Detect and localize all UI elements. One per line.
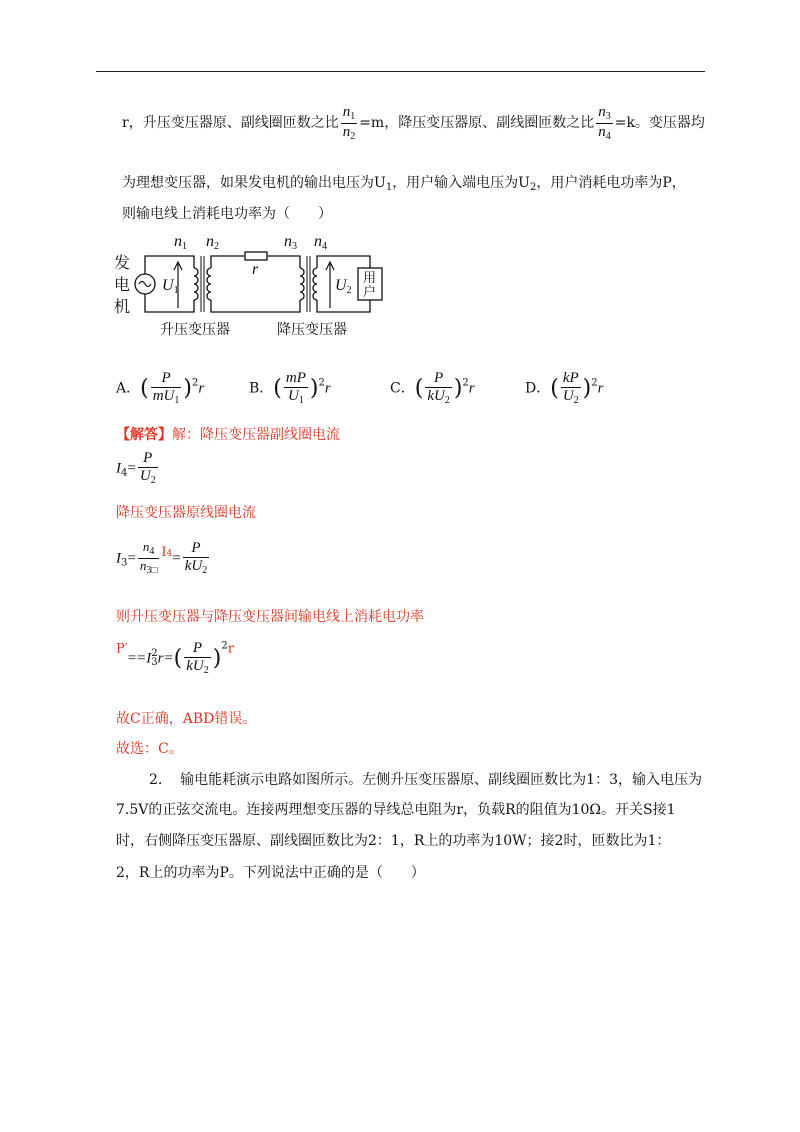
eq-i-symbol: =I [136, 650, 152, 667]
label-step-up: 升压变压器 [160, 322, 230, 338]
equation-p: P′==I 2 3 r=( $\frac{P}{kU_2}$ )$^2$r [116, 640, 234, 677]
option-c[interactable]: C．( $\frac{P}{kU_2}$ )$^2$r [390, 370, 475, 407]
wire [317, 256, 370, 268]
frac-num: P [191, 540, 201, 556]
sub: 2 [350, 130, 356, 142]
frac-den: kU [184, 558, 203, 575]
option-label: C． [390, 380, 415, 397]
option-tail: r [324, 380, 331, 397]
conclusion-text: 故C正确，ABD错误。 [116, 711, 257, 727]
sub: 2 [203, 665, 209, 677]
frac-num: P [143, 450, 153, 466]
q2-line3-text: 时，右侧降压变压器原、副线圈匝数比为2：1，R上的功率为10W；接2时，匝数比为1： [116, 833, 671, 849]
equation-i3: $I_3=$ $\frac{n_4}{n_{3□}}$ I4= $\frac{P}{kU_2}$ [116, 539, 208, 577]
user-label-1: 用 [363, 270, 377, 285]
q1-line3-text: 则输电线上消耗电功率为（ ） [122, 206, 332, 222]
answer-intro [116, 424, 340, 444]
frac-num: n [342, 104, 351, 120]
answer-text3-content: 则升压变压器与降压变压器间输电线上消耗电功率 [116, 609, 424, 625]
wire [267, 256, 300, 268]
frac-den: U [139, 468, 151, 485]
r-symbol: r [227, 641, 234, 657]
frac-num: P [161, 370, 171, 386]
option-a[interactable]: A．( $\frac{P}{mU_1}$ )$^2$r [116, 370, 205, 407]
wire [211, 256, 245, 268]
sub: 3 [121, 557, 128, 569]
eq-symbol: I [116, 460, 121, 477]
frac-den: mU [152, 388, 175, 405]
answer-intro-text: 解：降压变压器副线圈电流 [172, 427, 340, 443]
answer-text2-content: 降压变压器原线圈电流 [116, 505, 256, 521]
sub: 1 [385, 182, 393, 193]
q2-line4-text: 2，R上的功率为P。下列说法中正确的是（ ） [116, 865, 425, 881]
gen-label-3: 机 [114, 299, 131, 316]
ratio-n1-n2 [341, 104, 358, 142]
frac-den: kU [186, 658, 204, 675]
coil-n1 [194, 268, 198, 300]
choice-text: 故选：C。 [116, 741, 183, 757]
q2-number: 2. [149, 772, 163, 788]
header-rule [96, 71, 705, 72]
frac-den: n [139, 557, 147, 573]
sub: 2 [530, 182, 537, 193]
q1-line1 [122, 104, 705, 142]
label-n1: n1 [174, 233, 187, 252]
q2-line1-text: 输电能耗演示电路如图所示。左侧升压变压器原、副线圈匝数比为1：3，输入电压为 [180, 772, 702, 788]
sup: 2 [318, 377, 325, 389]
eq-r-symbol: r= [157, 650, 174, 667]
sub: 3 [605, 111, 611, 122]
sub: 3 [151, 657, 158, 669]
option-d[interactable]: D．( $\frac{kP}{U_2}$ )$^2$r [525, 370, 604, 407]
sup: 2 [191, 377, 199, 389]
label-n4: n4 [314, 233, 327, 252]
answer-choice [116, 738, 183, 758]
transformer-circuit-figure [112, 228, 402, 340]
sub: 4 [149, 546, 155, 558]
sup: 2 [462, 377, 469, 389]
sub: 1 [174, 395, 180, 407]
gen-label-1: 发 [114, 255, 131, 272]
option-b[interactable]: B．( $\frac{mP}{U_1}$ )$^2$r [249, 370, 331, 407]
frac-den: U [562, 388, 574, 405]
label-u2: U2 [335, 277, 352, 296]
i4-symbol: I [161, 545, 167, 561]
sub: 1 [350, 111, 356, 122]
label-step-down: 降压变压器 [277, 322, 347, 338]
sub: 4 [166, 549, 173, 560]
answer-text3 [116, 606, 424, 626]
label-r: r [252, 261, 259, 278]
wire [317, 300, 370, 312]
q1-line1-text-m: =m，降压变压器原、副线圈匝数之比 [359, 115, 595, 131]
q1-line1-text-k: =k。变压器均 [614, 115, 705, 131]
q1-line2-a: 为理想变压器，如果发电机的输出电压为U [122, 175, 386, 191]
coil-n4 [313, 268, 317, 300]
user-label-2: 户 [363, 284, 377, 299]
label-u1: U1 [162, 277, 179, 296]
frac-num: P [433, 370, 444, 386]
option-label: A． [116, 380, 141, 397]
answer-tag: 【解答】 [116, 427, 172, 443]
sub: 3□ [146, 564, 158, 576]
q1-line1-text: r，升压变压器原、副线圈匝数之比 [122, 115, 339, 131]
sub: 2 [150, 475, 156, 487]
label-n3: n3 [284, 233, 297, 252]
frac-den: kU [427, 388, 445, 405]
eq-symbol: I [116, 550, 121, 567]
frac-num: n [598, 104, 606, 120]
q2-line4 [116, 862, 425, 882]
sub: 1 [298, 395, 304, 407]
frac-num: kP [562, 370, 579, 386]
ratio-n3-n4 [596, 104, 613, 142]
coil-n2 [207, 268, 211, 300]
q1-line2 [122, 172, 686, 193]
wire [211, 300, 300, 312]
answer-conclusion [116, 708, 256, 728]
wire [145, 256, 194, 274]
frac-num: P [192, 640, 203, 656]
coil-n3 [300, 268, 304, 300]
sub: 4 [121, 467, 128, 479]
frac-den: n [342, 123, 351, 140]
frac-den: U [287, 388, 299, 405]
q1-line2-c: ，用户消耗电功率为P， [536, 175, 686, 191]
option-tail: r [198, 380, 205, 397]
p-prime-symbol: P′ [116, 641, 128, 657]
q2-line3 [116, 830, 670, 850]
sub: 2 [444, 395, 450, 407]
frac-num: mP [285, 370, 306, 386]
resistor-r [245, 252, 267, 260]
q1-line2-b: ，用户输入端电压为U [392, 175, 530, 191]
gen-label-2: 电 [114, 277, 131, 294]
q2-line1 [149, 769, 702, 789]
option-tail: r [468, 380, 475, 397]
equation-i4: $I_4=$ $\frac{P}{U_2}$ [116, 450, 156, 487]
frac-den: n [598, 123, 606, 140]
option-label: B． [249, 380, 274, 397]
sup: 2 [591, 377, 598, 389]
option-label: D． [525, 380, 551, 397]
sub: 2 [573, 395, 579, 407]
sup: 2 [221, 640, 228, 652]
wire [145, 294, 194, 312]
q1-line3 [122, 203, 332, 223]
sub: 4 [605, 130, 611, 142]
sup: 2 [151, 648, 158, 660]
frac-num: n [142, 539, 150, 555]
label-n2: n2 [206, 233, 219, 252]
answer-text2 [116, 502, 256, 522]
ac-wave-icon [139, 282, 151, 287]
q2-line2-text: 7.5V的正弦交流电。连接两理想变压器的导线总电阻为r，负载R的阻值为10Ω。开关S接1 [116, 802, 676, 818]
option-tail: r [597, 380, 604, 397]
sub: 2 [202, 565, 208, 577]
q2-line2 [116, 799, 676, 819]
